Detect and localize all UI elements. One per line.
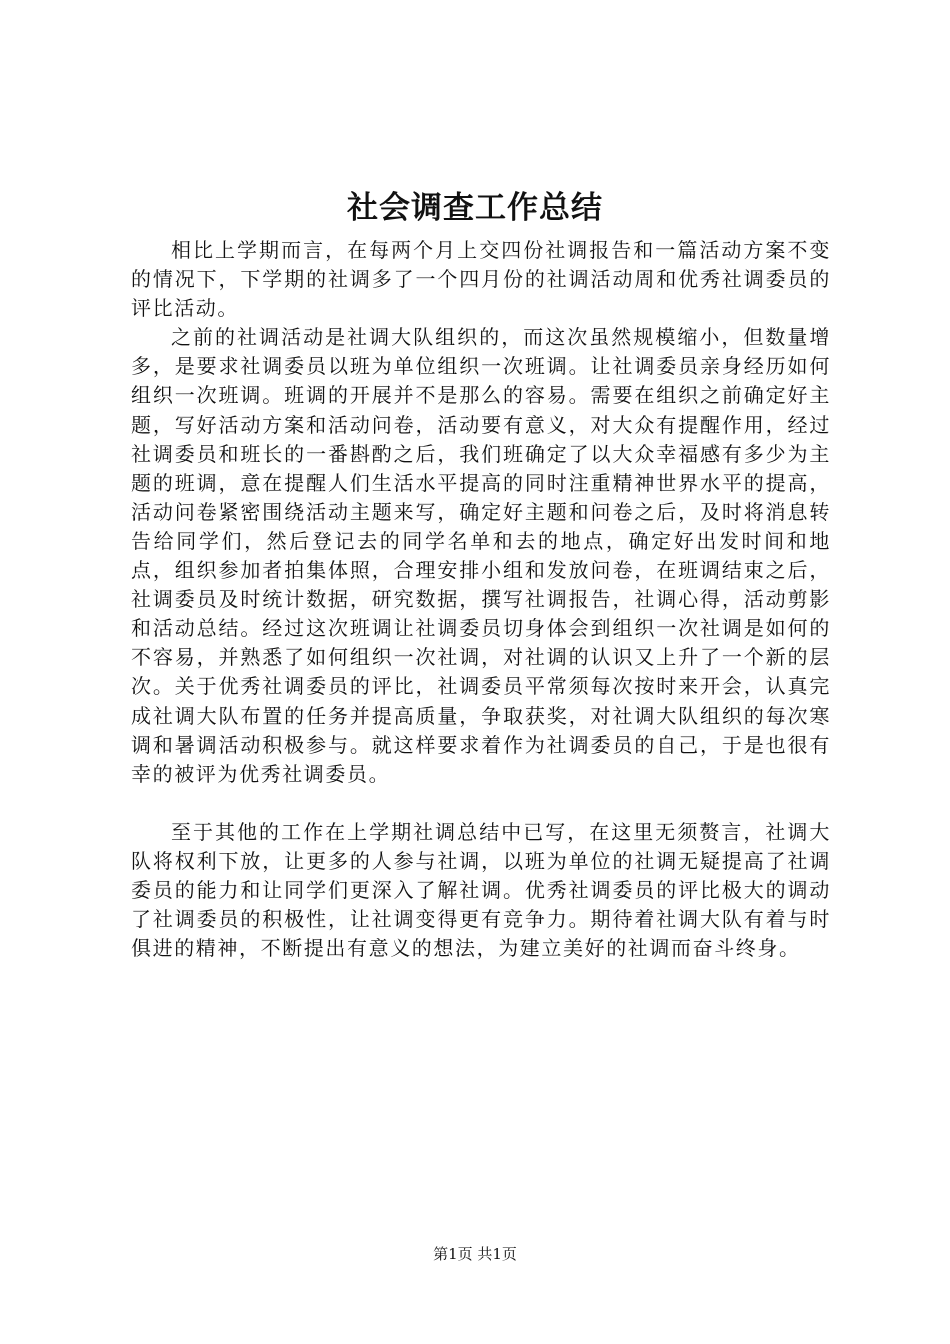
paragraph-2: 之前的社调活动是社调大队组织的，而这次虽然规模缩小，但数量增多，是要求社调委员以班为单位组织一次班调。让社调委员亲身经历如何组织一次班调。班调的开展并不是那么的容易。需要在组织之前确定好主题，写好活动方案和活动问卷，活动要有意义，对大众有提醒作用，经过社调委员和班长的一番斟酌之后，我们班确定了以大众幸福感有多少为主题的班调，意在提醒人们生活水平提高的同时注重精神世界水平的提高，活动问卷紧密围绕活动主题来写，确定好主题和问卷之后，及时将消息转告给同学们，然后登记去的同学名单和去的地点，确定好出发时间和地点，组织参加者拍集体照，合理安排小组和发放问卷，在班调结束之后，社调委员及时统计数据，研究数据，撰写社调报告，社调心得，活动剪影和活动总结。经过这次班调让社调委员切身体会到组织一次社调是如何的不容易，并熟悉了如何组织一次社调，对社调的认识又上升了一个新的层次。关于优秀社调委员的评比，社调委员平常须每次按时来开会，认真完成社调大队布置的任务并提高质量，争取获奖，对社调大队组织的每次寒调和暑调活动积极参与。就这样要求着作为社调委员的自己，于是也很有幸的被评为优秀社调委员。 [131, 325, 831, 786]
paragraph-1: 相比上学期而言，在每两个月上交四份社调报告和一篇活动方案不变的情况下，下学期的社调多了一个四月份的社调活动周和优秀社调委员的评比活动。 [131, 238, 831, 321]
page-number-footer: 第1页 共1页 [433, 1245, 517, 1263]
document-body [131, 236, 831, 963]
document-title: 社会调查工作总结 [347, 190, 603, 226]
paragraph-3: 至于其他的工作在上学期社调总结中已写，在这里无须赘言，社调大队将权利下放，让更多的人参与社调，以班为单位的社调无疑提高了社调委员的能力和让同学们更深入了解社调。优秀社调委员的评比极大的调动了社调委员的积极性，让社调变得更有竞争力。期待着社调大队有着与时俱进的精神，不断提出有意义的想法，为建立美好的社调而奋斗终身。 [131, 819, 831, 961]
